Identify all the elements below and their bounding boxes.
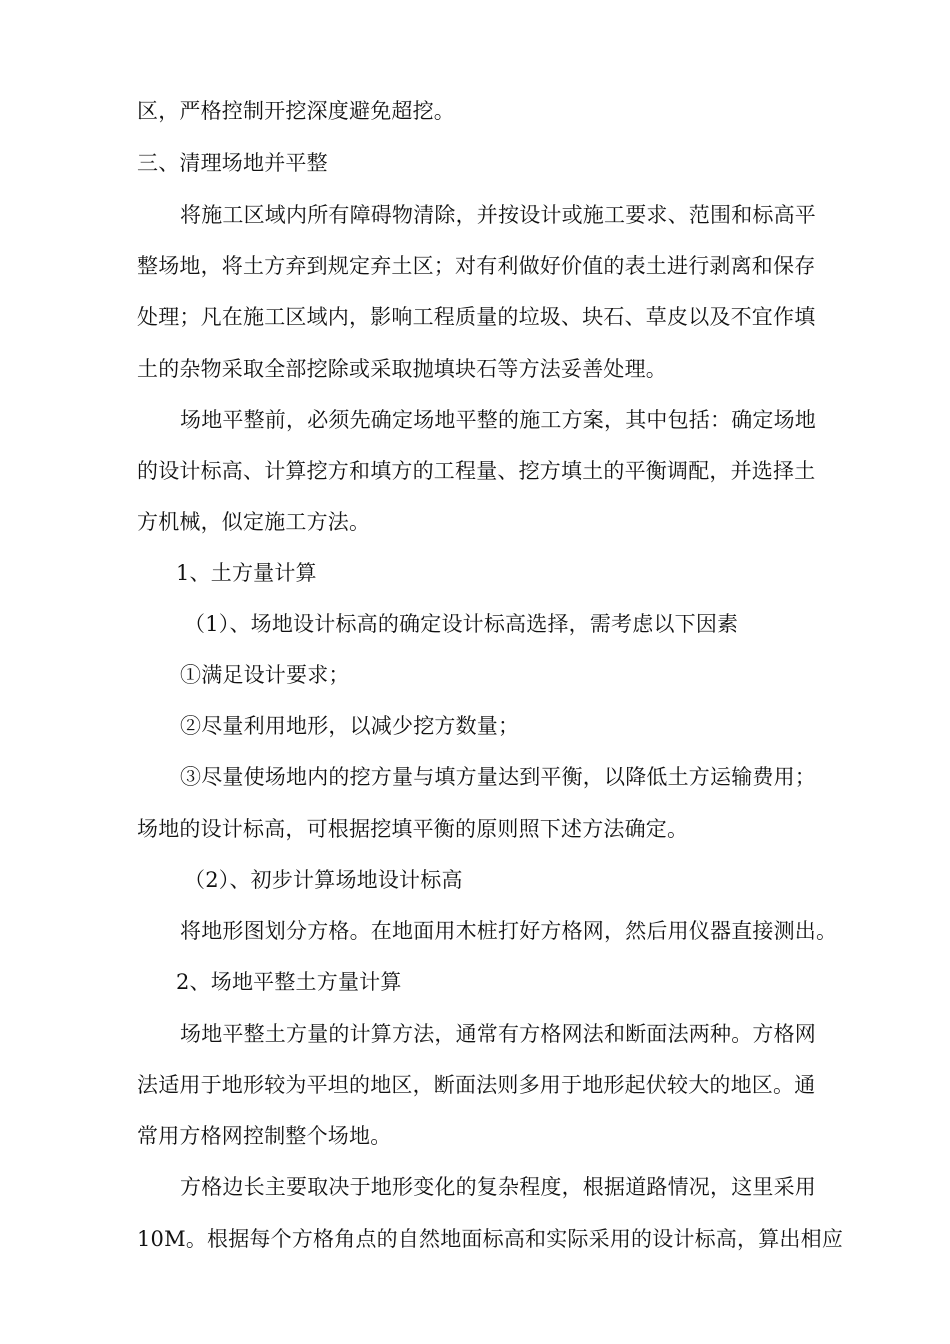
- text-line: 将施工区域内所有障碍物清除，并按设计或施工要求、范围和标高平: [180, 203, 816, 227]
- list-item: ①满足设计要求；: [180, 663, 350, 687]
- text-line: 场地平整土方量的计算方法，通常有方格网法和断面法两种。方格网: [180, 1022, 816, 1046]
- list-item: ②尽量利用地形，以减少挖方数量；: [180, 714, 520, 738]
- list-item: ③尽量使场地内的挖方量与填方量达到平衡，以降低土方运输费用；: [180, 765, 816, 789]
- text-line: 的设计标高、计算挖方和填方的工程量、挖方填土的平衡调配，并选择土: [137, 459, 816, 483]
- text-line: 场地的设计标高，可根据挖填平衡的原则照下述方法确定。: [137, 817, 689, 841]
- text-line: 10M。根据每个方格角点的自然地面标高和实际采用的设计标高，算出相应: [137, 1227, 844, 1251]
- subsection-heading: （1）、场地设计标高的确定设计标高选择，需考虑以下因素: [184, 612, 739, 636]
- subsection-heading: （2）、初步计算场地设计标高: [184, 868, 463, 892]
- text-line: 常用方格网控制整个场地。: [137, 1124, 392, 1148]
- text-line: 整场地，将土方弃到规定弃土区；对有利做好价值的表土进行剥离和保存: [137, 254, 816, 278]
- text-line: 将地形图划分方格。在地面用木桩打好方格网，然后用仪器直接测出。: [180, 919, 838, 943]
- text-line: 方机械，似定施工方法。: [137, 510, 371, 534]
- text-line: 法适用于地形较为平坦的地区，断面法则多用于地形起伏较大的地区。通: [137, 1073, 816, 1097]
- subsection-heading: 2、场地平整土方量计算: [176, 970, 402, 994]
- section-heading: 三、清理场地并平整: [137, 151, 328, 175]
- text-line: 土的杂物采取全部挖除或采取抛填块石等方法妥善处理。: [137, 357, 667, 381]
- text-line: 场地平整前，必须先确定场地平整的施工方案，其中包括：确定场地: [180, 408, 816, 432]
- subsection-heading: 1、土方量计算: [176, 561, 317, 585]
- text-line: 处理；凡在施工区域内，影响工程质量的垃圾、块石、草皮以及不宜作填: [137, 305, 816, 329]
- text-line: 方格边长主要取决于地形变化的复杂程度，根据道路情况，这里采用: [180, 1175, 816, 1199]
- text-line: 区，严格控制开挖深度避免超挖。: [137, 99, 455, 123]
